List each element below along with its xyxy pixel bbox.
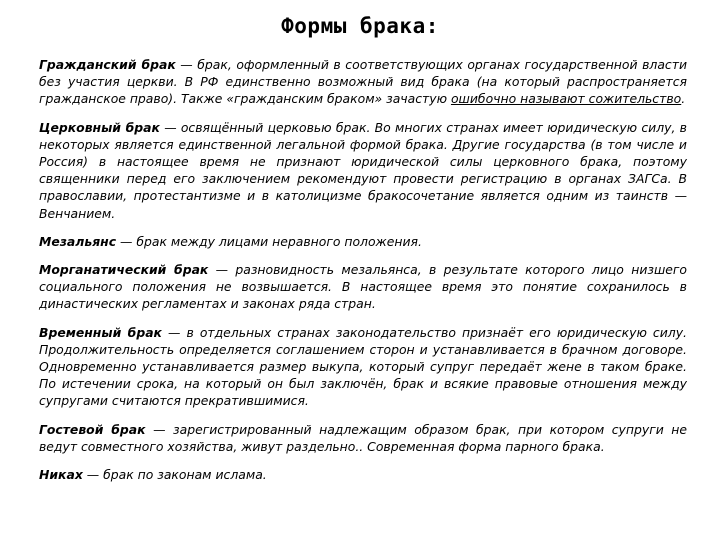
term-temporary-marriage: Временный брак: [39, 324, 162, 340]
definition-tail: .: [681, 91, 686, 107]
page-title: Формы брака:: [281, 14, 439, 38]
term-morganatic-marriage: Морганатический брак: [39, 262, 209, 278]
term-church-marriage: Церковный брак: [39, 119, 160, 135]
definition-church-marriage: [39, 119, 687, 222]
definition-mesalliance: [39, 233, 687, 250]
definition-text: — зарегистрированный надлежащим образом брак, при котором супруги не ведут совместного хозяйства, живут раздельно.. Современная форма парного брака.: [39, 421, 688, 454]
definition-nikah: [39, 466, 687, 483]
term-nikah: Никах: [39, 467, 83, 483]
definition-text: — разновидность мезальянса, в результате которого лицо низшего социального положения не возвышается. В настоящее время это понятие сохранилось в династических регламентах и законах ряда стран.: [39, 262, 688, 312]
definition-morganatic-marriage: [39, 261, 687, 313]
term-civil-marriage: Гражданский брак: [39, 57, 176, 72]
definition-civil-marriage: [39, 56, 687, 108]
definition-text: — брак по законам ислама.: [82, 467, 267, 483]
definitions-list: [39, 56, 687, 494]
definition-temporary-marriage: [39, 324, 687, 410]
definition-text: — освящённый церковью брак. Во многих странах имеет юридическую силу, в некоторых является единственной легальной формой брака. Другие государства (в том числе и Россия) в настоящее время не признают юридической силы церковного брака, поэтому священники перед его заключением рекомендуют провести регистрацию в органах ЗАГСа. В православии, протестантизме и в католицизме бракосочетание является одним из таинств — Венчанием.: [39, 119, 687, 221]
definition-text: — в отдельных странах законодательство признаёт его юридическую силу. Продолжительность определяется соглашением сторон и устанавливается в брачном договоре. Одновременно устанавливается размер выкупа, который супруг передаёт жене в таком браке. По истечении срока, на который он был заключён, брак и всякие правовые отношения между супругами считаются прекратившимися.: [39, 324, 687, 409]
definition-guest-marriage: [39, 421, 687, 455]
underlined-phrase: ошибочно называют сожительство: [450, 91, 682, 107]
definition-text: — брак, оформленный в соответствующих органах государственной власти без участия церкви. В РФ единственно возможный вид брака (на который распространяется гражданское право). Также «гражданским браком» зачастую: [39, 57, 687, 107]
term-mesalliance: Мезальянс: [39, 233, 117, 249]
term-guest-marriage: Гостевой брак: [39, 421, 146, 437]
definition-text: — брак между лицами неравного положения.: [116, 233, 422, 249]
